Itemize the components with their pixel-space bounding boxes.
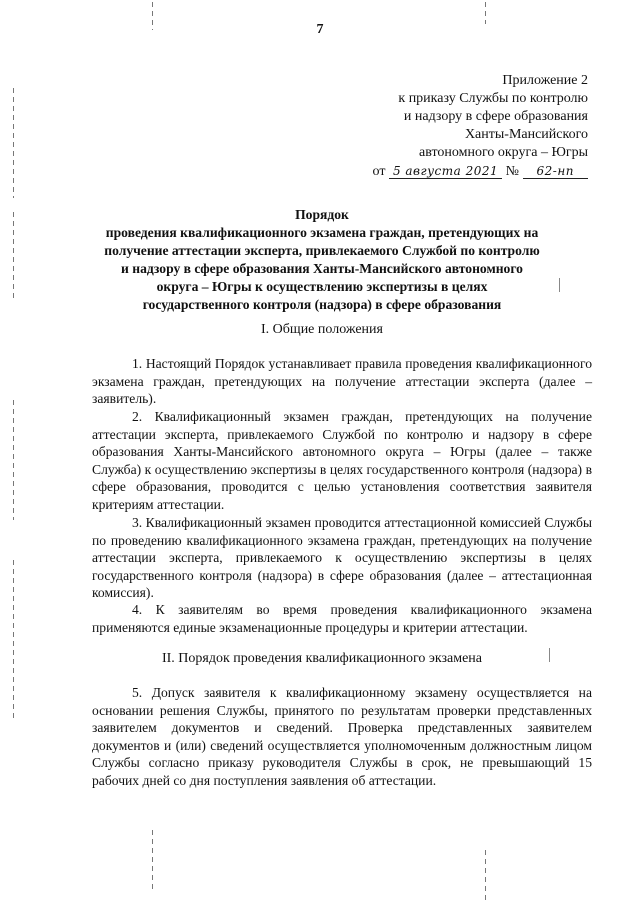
order-date-number: [373, 162, 589, 181]
paragraph: 1. Настоящий Порядок устанавливает правила проведения квалификационного экзамена граждан, претендующих на получение аттестации эксперта (далее – заявитель).: [92, 356, 592, 406]
paragraph: 4. К заявителям во время проведения квалификационного экзамена применяются единые экзаменационные процедуры и критерии аттестации.: [92, 602, 592, 635]
number-label: №: [505, 164, 520, 179]
section-heading: II. Порядок проведения квалификационного экзамена: [161, 651, 483, 666]
title-line: государственного контроля (надзора) в сфере образования: [142, 297, 502, 312]
date-prefix: от: [372, 164, 386, 179]
paragraph: 3. Квалификационный экзамен проводится аттестационной комиссией Службы по проведению квалификационного экзамена граждан, претендующих на получение аттестации эксперта, привлекаемого к осуществлению экспертизы в целях государственного контроля (надзора) в сфере образования (далее – аттестационная комиссия).: [92, 515, 592, 600]
scan-artifact-line: [13, 212, 14, 302]
scan-artifact-line: [485, 850, 486, 900]
appendix-line: и надзору в сфере образования: [403, 109, 588, 124]
paragraph: 2. Квалификационный экзамен граждан, претендующих на получение аттестации эксперта, привлекаемого Службой по контролю и надзору в сфере образования Ханты-Мансийского автономного округа – Югры (далее – также Служба) к осуществлению экспертизы в целях государственного контроля (надзора) в сфере образования, проводится с целью установления соответствия заявителя критериям аттестации.: [92, 409, 592, 512]
handwritten-number: 62-нп: [523, 164, 588, 179]
title-line: проведения квалификационного экзамена граждан, претендующих на: [105, 225, 539, 240]
scan-artifact-line: [13, 88, 14, 198]
appendix-header: [373, 72, 589, 181]
page-number: 7: [316, 22, 324, 37]
section-heading: I. Общие положения: [261, 322, 383, 337]
appendix-line: автономного округа – Югры: [419, 145, 588, 160]
scan-artifact-line: [152, 830, 153, 890]
title-line: получение аттестации эксперта, привлекаемого Службой по контролю: [104, 243, 540, 258]
handwritten-date: 5 августа 2021: [389, 164, 502, 179]
appendix-line: Ханты-Мансийского: [464, 127, 588, 142]
scan-artifact-line: [13, 560, 14, 720]
scan-artifact-line: [13, 400, 14, 520]
title-line: округа – Югры к осуществлению экспертизы в целях: [156, 279, 488, 294]
scan-artifact-line: [485, 2, 486, 24]
appendix-line: к приказу Службы по контролю: [398, 91, 588, 106]
title-line: и надзору в сфере образования Ханты-Мансийского автономного: [121, 261, 523, 276]
paragraph: 5. Допуск заявителя к квалификационному экзамену осуществляется на основании решения Службы, принятого по результатам проверки представленных заявителем документов и сведений. Проверка представленных заявителем документов и (или) сведений осуществляется уполномоченным должностным лицом Службы согласно приказу руководителя Службы в срок, не превышающий 15 рабочих дней со дня поступления заявления об аттестации.: [92, 685, 592, 788]
title-line: Порядок: [295, 207, 349, 222]
appendix-line: Приложение 2: [502, 73, 588, 88]
document-title: [62, 206, 582, 314]
